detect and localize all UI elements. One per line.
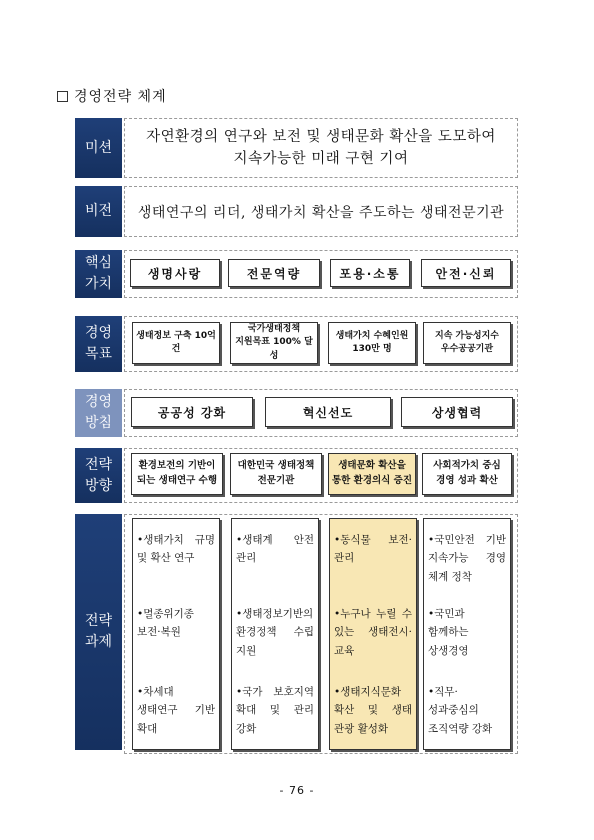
direction-box [131,453,223,495]
task-item: •국민과 함께하는 상생경영 [428,608,469,657]
core-values-label-line-2: 가치 [84,276,113,292]
direction-box-highlighted [328,453,416,495]
tasks-label-line-1: 전략 [84,613,113,629]
task-item: •생태가치 규명 및 확산 연구 [137,534,215,565]
direction-line: 대한민국 생태정책 [237,460,315,472]
task-item: •멸종위기종 보전·복원 [137,608,194,639]
policy-label-line-1: 경영 [84,394,113,410]
task-item: •차세대 생태연구 기반 확대 [137,686,215,735]
task-column [132,518,220,750]
direction-line: 사회적가치 중심 [433,460,501,472]
mission-label-text: 미션 [84,139,113,156]
goal-line: 지속 가능성지수 [435,330,499,341]
direction-box [230,453,322,495]
task-item: •생태계 안전 관리 [236,534,314,565]
vision-panel [124,186,518,237]
direction-line: 전문기관 [257,475,295,486]
core-value-box: 포용·소통 [330,259,410,287]
direction-line: 환경보전의 기반이 [138,460,216,472]
goal-box [132,322,220,364]
mission-line-1: 자연환경의 연구와 보전 및 생태문화 확산을 도모하여 [146,128,496,145]
task-column-highlighted [329,518,417,750]
core-values-label-line-1: 핵심 [84,255,113,271]
goal-line: 국가생태정책 [247,323,301,334]
goal-box [230,322,318,364]
direction-label [75,448,122,503]
policy-box: 혁신선도 [265,397,391,427]
policy-label-line-2: 방침 [84,415,113,431]
task-item: •동식물 보전· 관리 [334,534,412,565]
goal-line: 생태정보 구축 10억 [136,330,216,341]
task-column [231,518,319,750]
task-item: •생태지식문화 확산 및 생태 관광 활성화 [334,686,412,735]
direction-line: 생태문화 확산을 [338,460,406,472]
core-values-label [75,250,122,298]
task-item: •국민안전 기반 지속가능 경영 체계 정착 [428,534,506,583]
tasks-label [75,514,122,750]
tasks-label-line-2: 과제 [84,634,113,650]
goals-label-line-2: 목표 [84,346,113,362]
goal-line: 130만 명 [352,344,392,354]
checkbox-square-icon [57,91,68,102]
mission-line-2: 지속가능한 미래 구현 기여 [233,151,409,167]
core-value-box: 전문역량 [228,259,320,287]
vision-label [75,186,122,237]
task-item: •생태정보기반의 환경정책 수립 지원 [236,608,314,657]
direction-label-line-1: 전략 [84,456,113,473]
section-heading [57,86,167,106]
goal-line: 건 [171,344,181,354]
goals-label-line-1: 경영 [84,325,113,341]
page-number: - 76 - [279,784,315,797]
goal-line: 우수공공기관 [440,344,494,354]
task-item: •직무·성과중심의 조직역량 강화 [428,686,493,735]
goal-line: 생태가치 수혜인원 [335,330,409,341]
direction-box [422,453,512,495]
goal-box [423,322,511,364]
vision-label-text: 비전 [84,203,113,219]
direction-line: 경영 성과 확산 [436,475,498,486]
direction-line: 통한 환경의식 증진 [331,475,413,486]
core-value-box: 생명사랑 [130,259,220,287]
heading-text: 경영전략 체계 [74,89,167,105]
policy-box: 상생협력 [401,397,513,427]
policy-label [75,389,122,437]
direction-line: 되는 생태연구 수행 [136,475,218,486]
task-item: •누구나 누릴 수 있는 생태전시· 교육 [334,608,412,657]
direction-label-line-2: 방향 [84,477,113,494]
goal-box [328,322,416,364]
mission-panel [124,118,518,178]
goal-line: 지원목표 100% 달성 [235,337,313,361]
vision-text: 생태연구의 리더, 생태가치 확산을 주도하는 생태전문기관 [137,204,505,221]
core-value-box: 안전·신뢰 [421,259,511,287]
task-column [423,518,511,750]
goals-label [75,316,122,372]
task-item: •국가 보호지역 확대 및 관리 강화 [236,686,314,735]
mission-label [75,118,122,178]
policy-box: 공공성 강화 [131,397,253,427]
